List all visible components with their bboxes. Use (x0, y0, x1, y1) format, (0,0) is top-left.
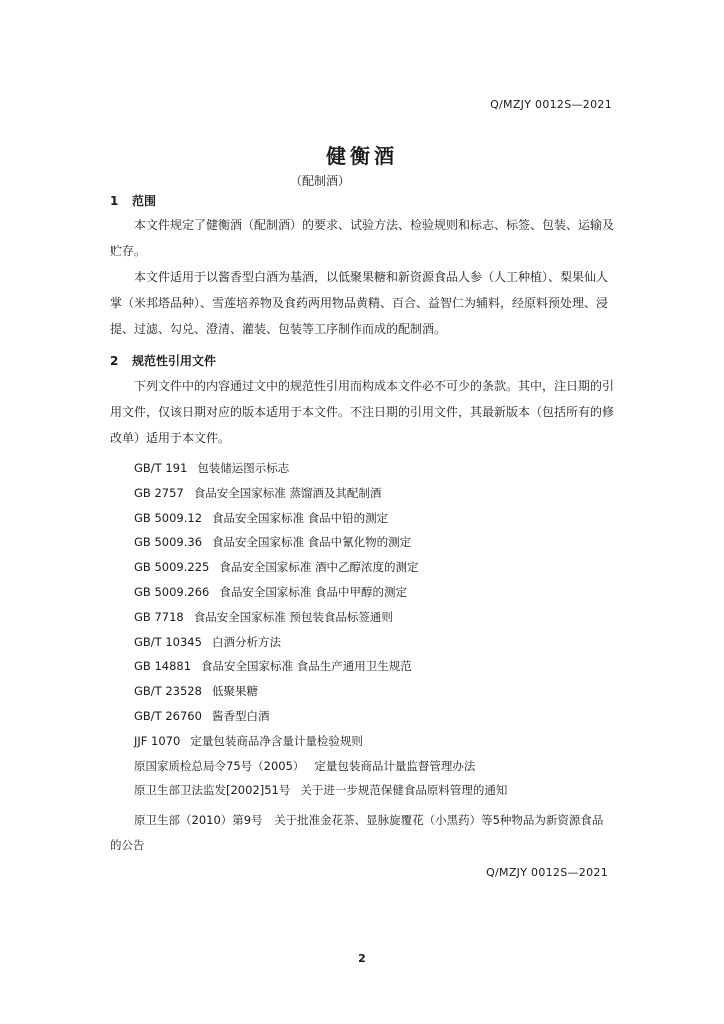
reference-item-wrapped (110, 808, 614, 858)
reference-code: GB 5009.225 (134, 560, 210, 575)
reference-title: 食品安全国家标准 食品生产通用卫生规范 (201, 659, 412, 674)
reference-title: 食品安全国家标准 蒸馏酒及其配制酒 (193, 485, 382, 500)
reference-code: GB/T 10345 (134, 634, 202, 649)
reference-title: 定量包装商品计量监督管理办法 (314, 758, 476, 773)
reference-title: 白酒分析方法 (211, 634, 281, 649)
reference-code: GB/T 191 (134, 461, 188, 475)
reference-item (134, 729, 507, 754)
reference-code: JJF 1070 (134, 733, 181, 748)
reference-list (134, 456, 507, 803)
reference-item (134, 630, 507, 655)
reference-item (134, 679, 507, 704)
reference-code: 原国家质检总局令75号（2005） (134, 758, 305, 773)
reference-item (134, 506, 507, 531)
reference-code: GB 5009.36 (134, 535, 203, 550)
reference-item (134, 778, 507, 803)
reference-text: 原卫生部（2010）第9号 关于批准金花茶、显脉旋覆花（小黑药）等5种物品为新资源食品的公告 (110, 813, 604, 852)
document-subtitle: （配制酒） (289, 174, 350, 188)
section-1-heading (110, 192, 156, 209)
reference-title: 关于进一步规范保健食品原料管理的通知 (300, 783, 508, 798)
reference-item (134, 754, 507, 779)
reference-item (134, 580, 507, 605)
reference-title: 食品安全国家标准 预包装食品标签通则 (193, 609, 393, 624)
reference-item (134, 456, 507, 481)
footer-standard-code: Q/MZJY 0012S—2021 (486, 866, 608, 879)
reference-title: 定量包装商品净含量计量检验规则 (190, 733, 363, 748)
reference-code: GB 5009.12 (134, 510, 203, 525)
section-1-paragraph-2: 本文件适用于以酱香型白酒为基酒，以低聚果糖和新资源食品人参（人工种植）、梨果仙人掌（米邦塔品种）、雪莲培养物及食药两用物品黄精、百合、益智仁为辅料，经原料预处理、浸提、过滤、勾兑、澄清、灌装、包装等工序制作而成的配制酒。 (110, 270, 609, 336)
reference-title: 低聚果糖 (211, 684, 258, 699)
reference-code: GB 14881 (134, 659, 192, 674)
reference-code: GB/T 26760 (134, 708, 202, 723)
document-title: 健衡酒 (326, 144, 398, 168)
reference-item (134, 555, 507, 580)
page-number: 2 (358, 952, 366, 965)
reference-code: GB 5009.266 (134, 584, 210, 599)
section-title: 范围 (132, 194, 157, 208)
section-2-paragraph-1: 下列文件中的内容通过文中的规范性引用而构成本文件必不可少的条款。其中，注日期的引用文件，仅该日期对应的版本适用于本文件。不注日期的引用文件，其最新版本（包括所有的修改单）适用于本文件。 (110, 379, 615, 445)
reference-code: GB/T 23528 (134, 684, 202, 699)
section-title: 规范性引用文件 (132, 354, 217, 368)
section-2-heading (110, 352, 216, 369)
reference-code: GB 2757 (134, 485, 184, 500)
reference-title: 食品安全国家标准 食品中甲醇的测定 (219, 584, 407, 599)
section-1-paragraph-1: 本文件规定了健衡酒（配制酒）的要求、试验方法、检验规则和标志、标签、包装、运输及贮存。 (110, 218, 615, 258)
reference-item (134, 654, 507, 679)
reference-code: GB 7718 (134, 609, 184, 624)
section-number: 1 (110, 194, 119, 208)
header-standard-code: Q/MZJY 0012S—2021 (490, 98, 612, 111)
reference-item (134, 704, 507, 729)
reference-title: 酱香型白酒 (211, 708, 270, 723)
reference-item (134, 530, 507, 555)
reference-item (134, 605, 507, 630)
reference-code: 原卫生部卫法监发[2002]51号 (134, 783, 291, 798)
reference-title: 包装储运图示标志 (197, 461, 290, 475)
reference-item (134, 481, 507, 506)
reference-title: 食品安全国家标准 食品中铅的测定 (212, 510, 389, 525)
reference-title: 食品安全国家标准 食品中氰化物的测定 (212, 535, 412, 550)
section-number: 2 (110, 354, 119, 368)
reference-title: 食品安全国家标准 酒中乙醇浓度的测定 (219, 560, 419, 575)
